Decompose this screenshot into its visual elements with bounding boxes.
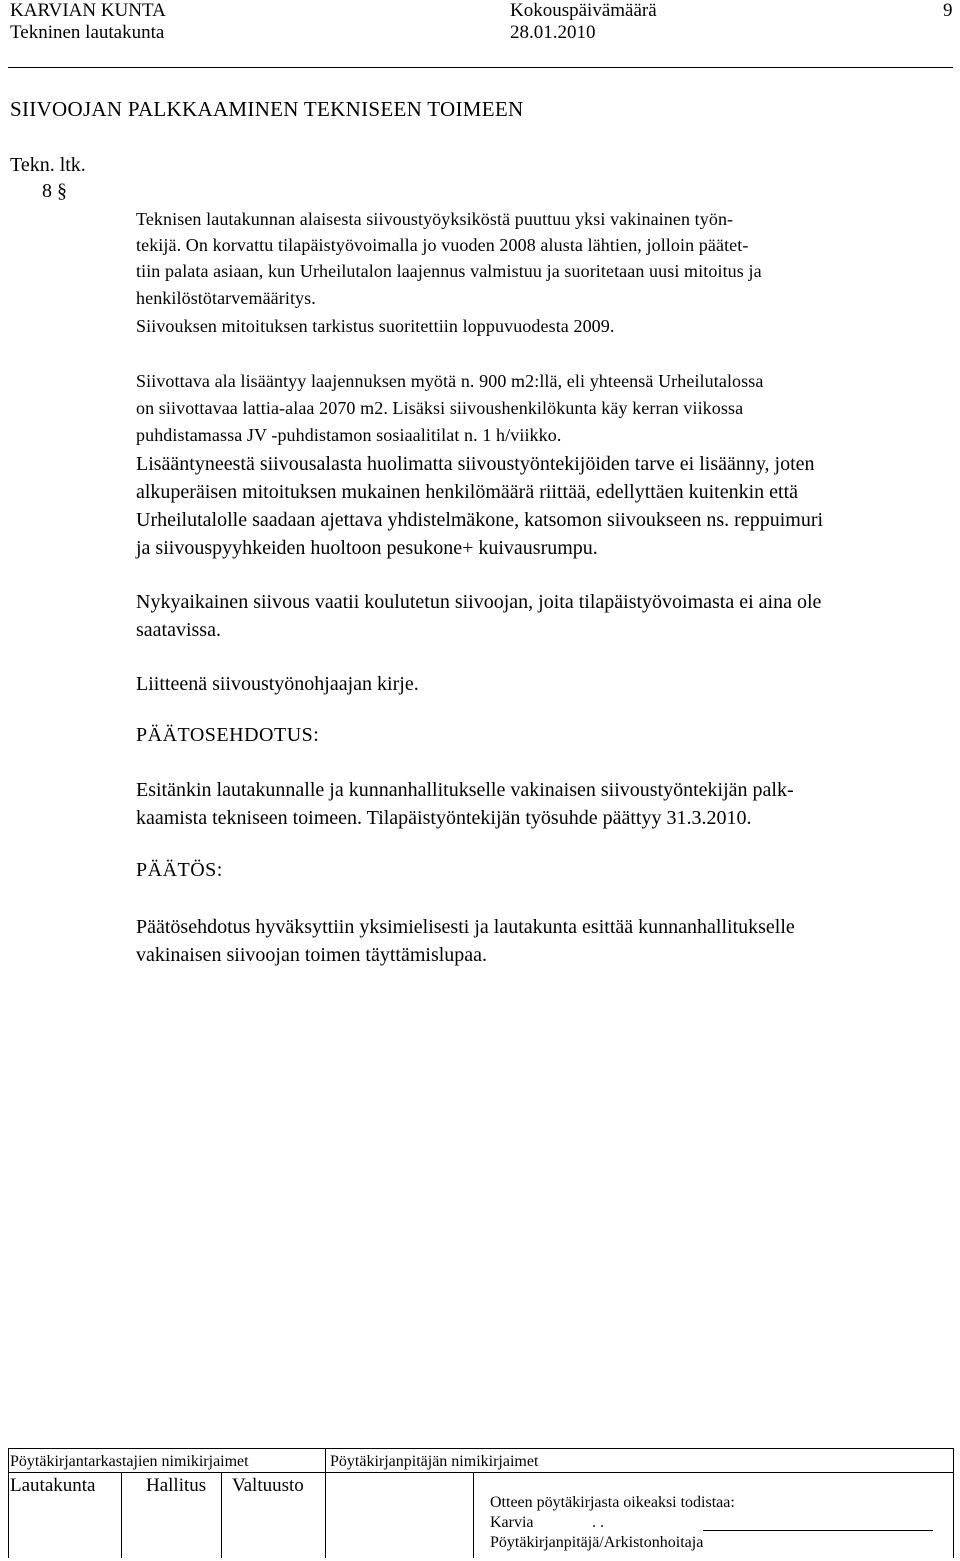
committee-name: Tekninen lautakunta [10, 22, 165, 43]
body-label: Tekn. ltk. [10, 154, 86, 176]
certification-place: Karvia [490, 1514, 534, 1531]
meeting-date-label: Kokouspäivämäärä [510, 0, 657, 21]
paragraph-2-line: ja siivouspyyhkeiden huoltoon pesukone+ kuivausrumpu. [136, 537, 598, 559]
proposal-heading: PÄÄTOSEHDOTUS: [136, 724, 320, 746]
footer-border-right [953, 1448, 954, 1558]
attachment-note: Liitteenä siivoustyönohjaajan kirje. [136, 673, 419, 695]
paragraph-2-line: puhdistamassa JV -puhdistamon sosiaalitilat n. 1 h/viikko. [136, 425, 562, 445]
proposal-line: kaamista tekniseen toimeen. Tilapäistyöntekijän työsuhde päättyy 31.3.2010. [136, 807, 752, 829]
paragraph-2-line: on siivottavaa lattia-alaa 2070 m2. Lisäksi siivoushenkilökunta käy kerran viikossa [136, 398, 744, 418]
initials-council-label: Valtuusto [232, 1475, 304, 1496]
section-number: 8 § [42, 180, 67, 202]
certification-signer: Pöytäkirjanpitäjä/Arkistonhoitaja [490, 1534, 704, 1551]
paragraph-1-line: henkilöstötarvemääritys. [136, 288, 316, 308]
header-divider [8, 67, 953, 68]
initials-board-label: Hallitus [146, 1475, 207, 1496]
document-title: SIIVOOJAN PALKKAAMINEN TEKNISEEN TOIMEEN [10, 97, 524, 121]
footer-divider [221, 1472, 222, 1558]
paragraph-2-line: Siivottava ala lisääntyy laajennuksen myötä n. 900 m2:llä, eli yhteensä Urheilutalossa [136, 371, 764, 391]
paragraph-2-line: Urheilutalolle saadaan ajettava yhdistelmäkone, katsomon siivoukseen ns. reppuimuri [136, 509, 824, 531]
page-number: 9 [943, 0, 953, 21]
meeting-date: 28.01.2010 [510, 22, 596, 43]
footer-top-line [8, 1448, 953, 1449]
certification-date-dots: . . [592, 1514, 604, 1531]
footer-border-left [8, 1448, 9, 1558]
paragraph-1-line: tiin palata asiaan, kun Urheilutalon laajennus valmistuu ja suoritetaan uusi mitoitus ja [136, 261, 762, 281]
decision-line: vakinaisen siivoojan toimen täyttämislupaa. [136, 944, 488, 966]
footer-divider [325, 1448, 326, 1558]
certification-label: Otteen pöytäkirjasta oikeaksi todistaa: [490, 1494, 735, 1511]
decision-heading: PÄÄTÖS: [136, 859, 223, 881]
paragraph-1-line: Siivouksen mitoituksen tarkistus suoritettiin loppuvuodesta 2009. [136, 316, 615, 336]
paragraph-2-line: alkuperäisen mitoituksen mukainen henkilömäärä riittää, edellyttäen kuitenkin että [136, 481, 799, 503]
paragraph-3-line: Nykyaikainen siivous vaatii koulutetun siivoojan, joita tilapäistyövoimasta ei aina ole [136, 591, 822, 613]
paragraph-3-line: saatavissa. [136, 619, 221, 641]
paragraph-2-line: Lisääntyneestä siivousalasta huolimatta siivoustyöntekijöiden tarve ei lisäänny, joten [136, 453, 815, 475]
proposal-line: Esitänkin lautakunnalle ja kunnanhallitukselle vakinaisen siivoustyöntekijän palk- [136, 779, 794, 801]
signature-line [703, 1530, 933, 1531]
municipality-name: KARVIAN KUNTA [10, 0, 166, 21]
footer-row-line [8, 1472, 953, 1473]
paragraph-1-line: Teknisen lautakunnan alaisesta siivoustyöyksiköstä puuttuu yksi vakinainen työn- [136, 209, 734, 229]
initials-committee-label: Lautakunta [10, 1475, 96, 1496]
footer-divider [473, 1472, 474, 1558]
decision-line: Päätösehdotus hyväksyttiin yksimielisesti ja lautakunta esittää kunnanhallitukselle [136, 916, 795, 938]
checkers-initials-label: Pöytäkirjantarkastajien nimikirjaimet [10, 1453, 249, 1470]
paragraph-1-line: tekijä. On korvattu tilapäistyövoimalla jo vuoden 2008 alusta lähtien, jolloin päätet- [136, 235, 749, 255]
footer-divider [121, 1472, 122, 1558]
secretary-initials-label: Pöytäkirjanpitäjän nimikirjaimet [330, 1453, 539, 1470]
